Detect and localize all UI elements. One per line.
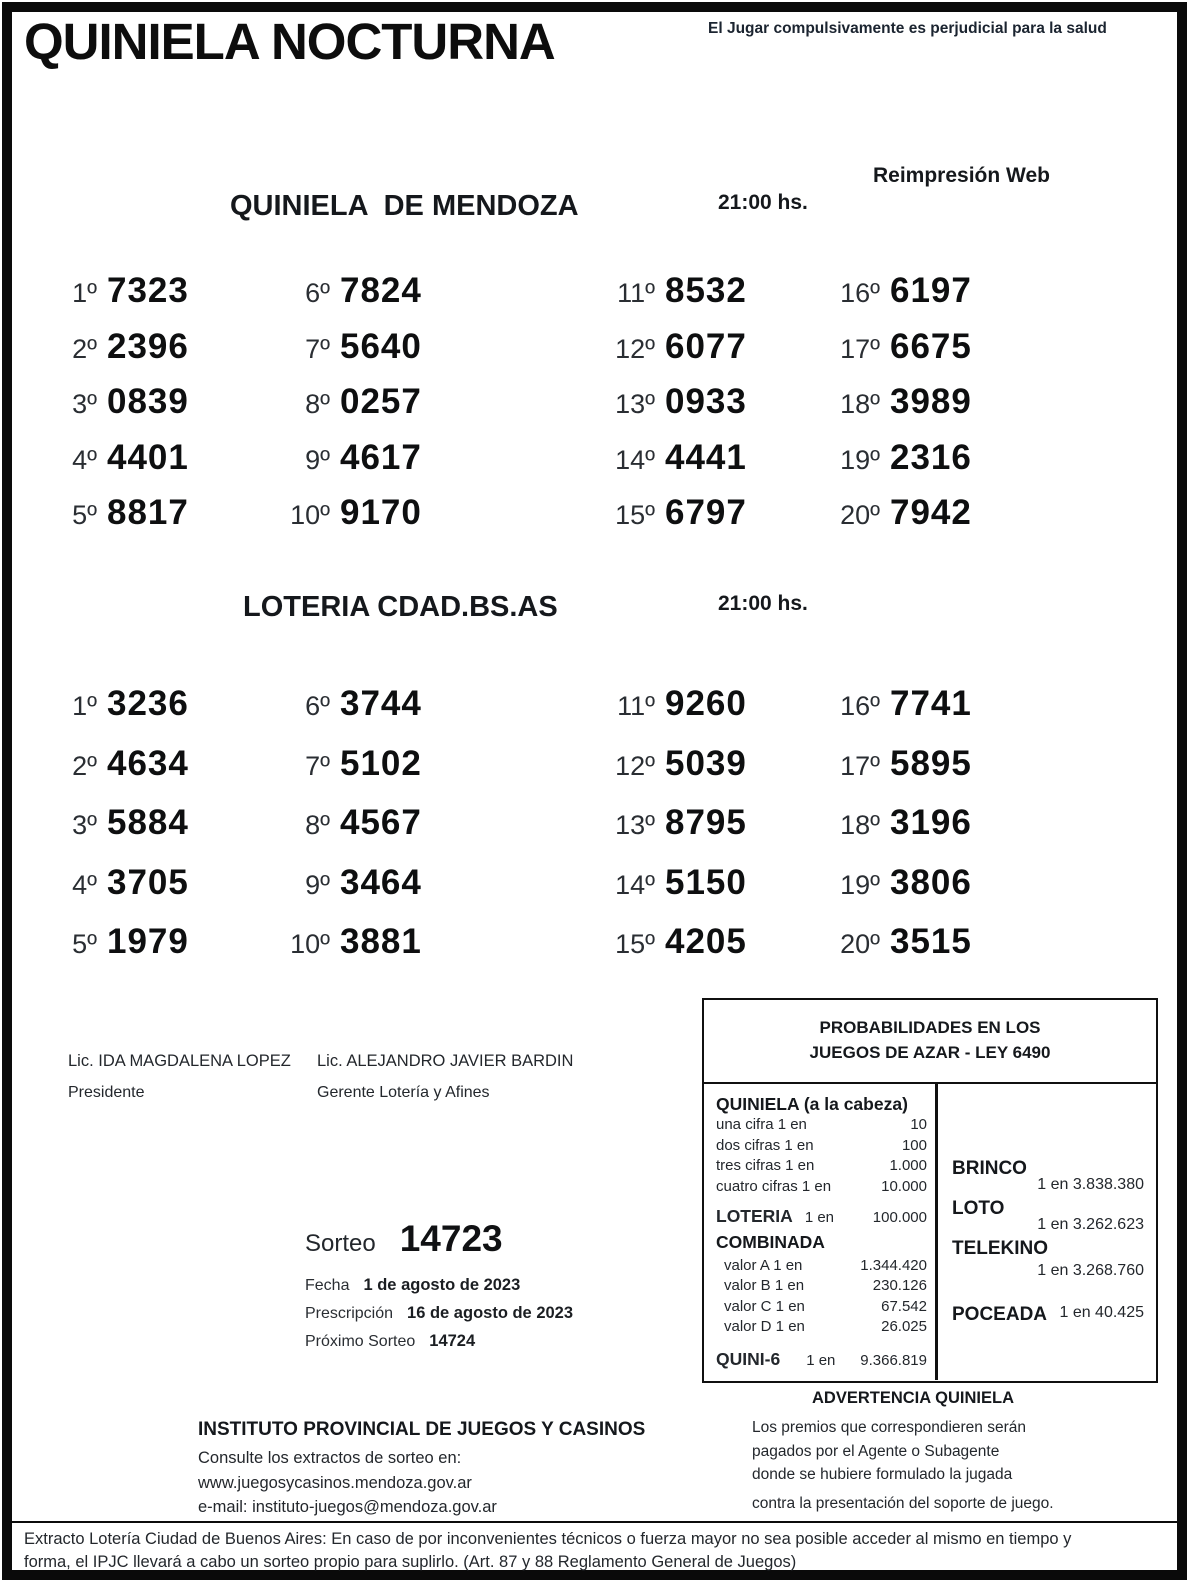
draw-result-cell bbox=[35, 684, 268, 744]
combinada-odds-rows bbox=[716, 1256, 927, 1338]
odds-label: valor C 1 en bbox=[724, 1297, 805, 1315]
official-name: Lic. ALEJANDRO JAVIER BARDIN bbox=[317, 1052, 574, 1070]
draw-position-label: 14º bbox=[615, 444, 655, 475]
advertencia-line: pagados por el Agente o Subagente bbox=[752, 1442, 1000, 1460]
odds-value: 230.126 bbox=[872, 1277, 927, 1294]
probabilities-right-column bbox=[938, 1084, 1156, 1380]
draw-number-value: 3705 bbox=[107, 862, 189, 902]
draw-result-cell bbox=[818, 803, 1030, 863]
instituto-title: INSTITUTO PROVINCIAL DE JUEGOS Y CASINOS bbox=[198, 1419, 646, 1440]
odds-label: valor A 1 en bbox=[724, 1256, 803, 1274]
draw-position-label: 7º bbox=[305, 333, 330, 364]
odds-row bbox=[724, 1297, 927, 1318]
footer-disclaimer-line2: forma, el IPJC llevará a cabo un sorteo propio para suplirlo. (Art. 87 y 88 Reglamento General de Juegos) bbox=[24, 1553, 797, 1571]
sorteo-row bbox=[305, 1218, 635, 1260]
instituto-block bbox=[198, 1419, 718, 1520]
draw-number-value: 3196 bbox=[890, 803, 972, 842]
prescripcion-label: Prescripción bbox=[305, 1305, 394, 1322]
draw-position-label: 5º bbox=[72, 500, 97, 530]
draw-position-label: 14º bbox=[615, 869, 655, 900]
draw-result-cell bbox=[593, 493, 818, 549]
draw-result-cell bbox=[593, 744, 818, 804]
draw-position-label: 18º bbox=[840, 389, 880, 419]
loto-label: LOTO bbox=[952, 1198, 1005, 1219]
mendoza-draw-time: 21:00 hs. bbox=[718, 191, 808, 214]
draw-number-value: 3806 bbox=[890, 862, 972, 902]
official-role: Presidente bbox=[68, 1084, 145, 1101]
draw-result-cell bbox=[818, 382, 1030, 438]
draw-position-label: 12º bbox=[615, 333, 655, 364]
quini6-odds-row bbox=[716, 1349, 927, 1372]
draw-position-label: 15º bbox=[615, 500, 655, 530]
draw-number-value: 3464 bbox=[340, 862, 422, 902]
odds-value: 10.000 bbox=[881, 1177, 927, 1195]
advertencia-line: donde se hubiere formulado la jugada bbox=[752, 1466, 1013, 1483]
health-warning-text: El Jugar compulsivamente es perjudicial para la salud bbox=[708, 20, 1107, 37]
page-title: QUINIELA NOCTURNA bbox=[24, 13, 555, 70]
draw-result-cell bbox=[593, 803, 818, 863]
odds-value: 10 bbox=[910, 1116, 927, 1133]
draw-position-label: 20º bbox=[840, 500, 880, 530]
probabilities-left-column bbox=[704, 1084, 938, 1380]
draw-number-value: 5102 bbox=[340, 743, 422, 783]
draw-position-label: 17º bbox=[840, 750, 880, 781]
draw-result-cell bbox=[593, 922, 818, 982]
quini6-odds-mid: 1 en bbox=[806, 1351, 836, 1369]
draw-number-value: 6077 bbox=[665, 326, 747, 366]
poceada-value: 1 en 40.425 bbox=[1059, 1304, 1144, 1321]
odds-value: 26.025 bbox=[881, 1318, 927, 1335]
draw-number-value: 0257 bbox=[340, 382, 422, 421]
advertencia-line: Los premios que correspondieren serán bbox=[752, 1419, 1026, 1436]
draw-position-label: 17º bbox=[840, 333, 880, 364]
draw-result-cell bbox=[818, 438, 1030, 494]
draw-result-cell bbox=[818, 922, 1030, 982]
probabilities-body bbox=[704, 1084, 1156, 1380]
proximo-sorteo-row bbox=[305, 1332, 635, 1351]
draw-result-cell bbox=[35, 438, 268, 494]
fecha-label: Fecha bbox=[305, 1277, 350, 1294]
draw-position-label: 3º bbox=[72, 389, 97, 419]
draw-position-label: 15º bbox=[615, 929, 655, 959]
loteria-odds-label: LOTERIA bbox=[716, 1206, 793, 1226]
draw-number-value: 4567 bbox=[340, 803, 422, 842]
draw-number-value: 2396 bbox=[107, 326, 189, 366]
draw-position-label: 7º bbox=[305, 750, 330, 781]
draw-result-cell bbox=[818, 744, 1030, 804]
instituto-consult-line: Consulte los extractos de sorteo en: bbox=[198, 1449, 462, 1467]
draw-result-cell bbox=[268, 922, 593, 982]
draw-result-cell bbox=[35, 803, 268, 863]
draw-position-label: 19º bbox=[840, 869, 880, 900]
draw-number-value: 3744 bbox=[340, 684, 422, 723]
draw-number-value: 5640 bbox=[340, 326, 422, 366]
draw-result-cell bbox=[35, 863, 268, 923]
draw-position-label: 20º bbox=[840, 929, 880, 959]
draw-position-label: 16º bbox=[840, 278, 880, 308]
draw-result-cell bbox=[268, 327, 593, 383]
combinada-odds-header: COMBINADA bbox=[716, 1231, 825, 1252]
telekino-label: TELEKINO bbox=[952, 1238, 1049, 1259]
draw-number-value: 3236 bbox=[107, 684, 189, 723]
odds-label: dos cifras 1 en bbox=[716, 1136, 814, 1154]
odds-value: 1.000 bbox=[889, 1157, 927, 1174]
loteria-odds-value: 100.000 bbox=[872, 1209, 927, 1226]
draw-result-cell bbox=[818, 493, 1030, 549]
official-role: Gerente Lotería y Afines bbox=[317, 1084, 490, 1101]
draw-number-value: 5895 bbox=[890, 743, 972, 783]
odds-value: 1.344.420 bbox=[860, 1256, 927, 1274]
draw-result-cell bbox=[268, 382, 593, 438]
odds-value: 67.542 bbox=[881, 1297, 927, 1315]
odds-row bbox=[716, 1156, 927, 1177]
advertencia-block bbox=[752, 1389, 1074, 1515]
draw-position-label: 9º bbox=[305, 869, 330, 900]
odds-label: tres cifras 1 en bbox=[716, 1157, 815, 1174]
draw-number-value: 4401 bbox=[107, 437, 189, 477]
quiniela-odds-header: QUINIELA (a la cabeza) bbox=[716, 1094, 908, 1114]
loto-odds-row bbox=[952, 1198, 1144, 1234]
draw-number-value: 4634 bbox=[107, 743, 189, 783]
draw-number-value: 4441 bbox=[665, 437, 747, 477]
advertencia-line: contra la presentación del soporte de juego. bbox=[752, 1494, 1054, 1512]
mendoza-results-grid bbox=[35, 271, 1030, 549]
draw-result-cell bbox=[593, 327, 818, 383]
draw-result-cell bbox=[35, 382, 268, 438]
draw-number-value: 3881 bbox=[340, 922, 422, 961]
draw-position-label: 4º bbox=[72, 444, 97, 475]
footer-disclaimer-line1: Extracto Lotería Ciudad de Buenos Aires: En caso de por inconvenientes técnicos o fuerza mayor no sea posible acceder al mismo en tiempo y bbox=[24, 1530, 1072, 1548]
draw-result-cell bbox=[35, 493, 268, 549]
draw-number-value: 5150 bbox=[665, 862, 747, 902]
footer-divider bbox=[12, 1521, 1177, 1523]
proximo-sorteo-label: Próximo Sorteo bbox=[305, 1333, 416, 1350]
draw-number-value: 8817 bbox=[107, 493, 189, 532]
fecha-row bbox=[305, 1276, 635, 1295]
draw-number-value: 8532 bbox=[665, 271, 747, 310]
draw-result-cell bbox=[818, 684, 1030, 744]
draw-result-cell bbox=[35, 271, 268, 327]
draw-result-cell bbox=[268, 493, 593, 549]
draw-number-value: 4205 bbox=[665, 922, 747, 961]
bsas-draw-time: 21:00 hs. bbox=[718, 592, 808, 615]
draw-position-label: 5º bbox=[72, 929, 97, 959]
odds-row bbox=[724, 1276, 927, 1297]
draw-number-value: 0933 bbox=[665, 382, 747, 421]
proximo-sorteo-value: 14724 bbox=[429, 1332, 476, 1350]
draw-result-cell bbox=[593, 438, 818, 494]
brinco-odds-row bbox=[952, 1158, 1144, 1194]
loteria-odds-mid: 1 en bbox=[804, 1209, 835, 1226]
draw-result-cell bbox=[593, 271, 818, 327]
official-president bbox=[68, 1052, 291, 1102]
quiniela-odds-rows bbox=[716, 1115, 927, 1197]
draw-result-cell bbox=[35, 744, 268, 804]
draw-position-label: 16º bbox=[840, 691, 880, 721]
bsas-results-grid bbox=[35, 684, 1030, 982]
draw-position-label: 8º bbox=[305, 389, 330, 419]
odds-row bbox=[716, 1177, 927, 1198]
odds-row bbox=[724, 1256, 927, 1277]
draw-result-cell bbox=[268, 744, 593, 804]
draw-position-label: 1º bbox=[72, 691, 97, 721]
draw-position-label: 10º bbox=[290, 929, 330, 959]
draw-result-cell bbox=[593, 684, 818, 744]
draw-number-value: 5039 bbox=[665, 743, 747, 783]
draw-number-value: 6797 bbox=[665, 493, 747, 532]
prescripcion-value: 16 de agosto de 2023 bbox=[407, 1304, 574, 1322]
probabilities-title-line1: PROBABILIDADES EN LOS bbox=[819, 1018, 1041, 1037]
odds-row bbox=[716, 1136, 927, 1157]
telekino-value: 1 en 3.268.760 bbox=[1037, 1262, 1144, 1279]
footer-disclaimer bbox=[24, 1528, 1174, 1574]
draw-position-label: 9º bbox=[305, 444, 330, 475]
draw-position-label: 6º bbox=[305, 691, 330, 721]
draw-number-value: 7323 bbox=[107, 271, 189, 310]
draw-result-cell bbox=[818, 327, 1030, 383]
draw-result-cell bbox=[818, 863, 1030, 923]
draw-number-value: 7741 bbox=[890, 684, 972, 723]
draw-number-value: 4617 bbox=[340, 437, 422, 477]
probabilities-title bbox=[704, 1000, 1156, 1084]
fecha-value: 1 de agosto de 2023 bbox=[363, 1276, 521, 1294]
draw-position-label: 19º bbox=[840, 444, 880, 475]
draw-position-label: 11º bbox=[617, 691, 655, 721]
draw-result-cell bbox=[268, 271, 593, 327]
draw-position-label: 13º bbox=[615, 389, 655, 419]
draw-position-label: 12º bbox=[615, 750, 655, 781]
draw-number-value: 2316 bbox=[890, 437, 972, 477]
brinco-value: 1 en 3.838.380 bbox=[1037, 1176, 1144, 1193]
draw-position-label: 8º bbox=[305, 810, 330, 840]
reprint-web-label: Reimpresión Web bbox=[873, 164, 1050, 187]
loteria-odds-row bbox=[716, 1206, 927, 1229]
draw-number-value: 6675 bbox=[890, 326, 972, 366]
draw-number-value: 7942 bbox=[890, 493, 972, 532]
draw-number-value: 0839 bbox=[107, 382, 189, 421]
draw-position-label: 10º bbox=[290, 500, 330, 530]
draw-position-label: 11º bbox=[617, 278, 655, 308]
official-name: Lic. IDA MAGDALENA LOPEZ bbox=[68, 1052, 291, 1070]
odds-label: valor D 1 en bbox=[724, 1318, 805, 1335]
brinco-label: BRINCO bbox=[952, 1158, 1027, 1179]
odds-row bbox=[716, 1115, 927, 1136]
draw-result-cell bbox=[593, 863, 818, 923]
draw-number-value: 6197 bbox=[890, 271, 972, 310]
draw-position-label: 2º bbox=[72, 333, 97, 364]
draw-position-label: 6º bbox=[305, 278, 330, 308]
draw-number-value: 8795 bbox=[665, 803, 747, 842]
draw-number-value: 7824 bbox=[340, 271, 422, 310]
sorteo-number: 14723 bbox=[399, 1218, 503, 1259]
poceada-label: POCEADA bbox=[952, 1304, 1048, 1325]
draw-info-block bbox=[305, 1218, 635, 1351]
draw-result-cell bbox=[268, 803, 593, 863]
draw-position-label: 13º bbox=[615, 810, 655, 840]
sorteo-label: Sorteo bbox=[305, 1230, 376, 1257]
odds-label: una cifra 1 en bbox=[716, 1116, 807, 1133]
odds-label: valor B 1 en bbox=[724, 1277, 805, 1294]
draw-position-label: 2º bbox=[72, 750, 97, 781]
draw-result-cell bbox=[268, 863, 593, 923]
prescripcion-row bbox=[305, 1304, 635, 1323]
draw-number-value: 3515 bbox=[890, 922, 972, 961]
draw-number-value: 1979 bbox=[107, 922, 189, 961]
odds-value: 100 bbox=[901, 1136, 927, 1154]
poceada-odds-row bbox=[952, 1304, 1144, 1326]
odds-label: cuatro cifras 1 en bbox=[716, 1177, 832, 1195]
quini6-odds-value: 9.366.819 bbox=[860, 1351, 927, 1369]
draw-position-label: 3º bbox=[72, 810, 97, 840]
draw-position-label: 1º bbox=[72, 278, 97, 308]
mendoza-section-title: QUINIELA DE MENDOZA bbox=[230, 190, 579, 222]
draw-position-label: 18º bbox=[840, 810, 880, 840]
draw-result-cell bbox=[818, 271, 1030, 327]
advertencia-title: ADVERTENCIA QUINIELA bbox=[812, 1389, 1014, 1407]
draw-result-cell bbox=[35, 922, 268, 982]
draw-result-cell bbox=[35, 327, 268, 383]
draw-number-value: 5884 bbox=[107, 803, 189, 842]
probabilities-title-line2: JUEGOS DE AZAR - LEY 6490 bbox=[809, 1043, 1051, 1062]
official-manager bbox=[317, 1052, 573, 1102]
draw-result-cell bbox=[268, 438, 593, 494]
telekino-odds-row bbox=[952, 1238, 1144, 1280]
draw-result-cell bbox=[593, 382, 818, 438]
loto-value: 1 en 3.262.623 bbox=[1037, 1216, 1144, 1233]
bsas-section-title: LOTERIA CDAD.BS.AS bbox=[243, 591, 558, 623]
probabilities-box bbox=[702, 998, 1158, 1383]
draw-number-value: 9170 bbox=[340, 493, 422, 532]
instituto-email[interactable]: e-mail: instituto-juegos@mendoza.gov.ar bbox=[198, 1498, 497, 1516]
draw-number-value: 9260 bbox=[665, 684, 747, 723]
draw-number-value: 3989 bbox=[890, 382, 972, 421]
draw-result-cell bbox=[268, 684, 593, 744]
odds-row bbox=[724, 1317, 927, 1338]
quini6-odds-label: QUINI-6 bbox=[716, 1348, 781, 1369]
draw-position-label: 4º bbox=[72, 869, 97, 900]
instituto-website[interactable]: www.juegosycasinos.mendoza.gov.ar bbox=[198, 1473, 472, 1492]
